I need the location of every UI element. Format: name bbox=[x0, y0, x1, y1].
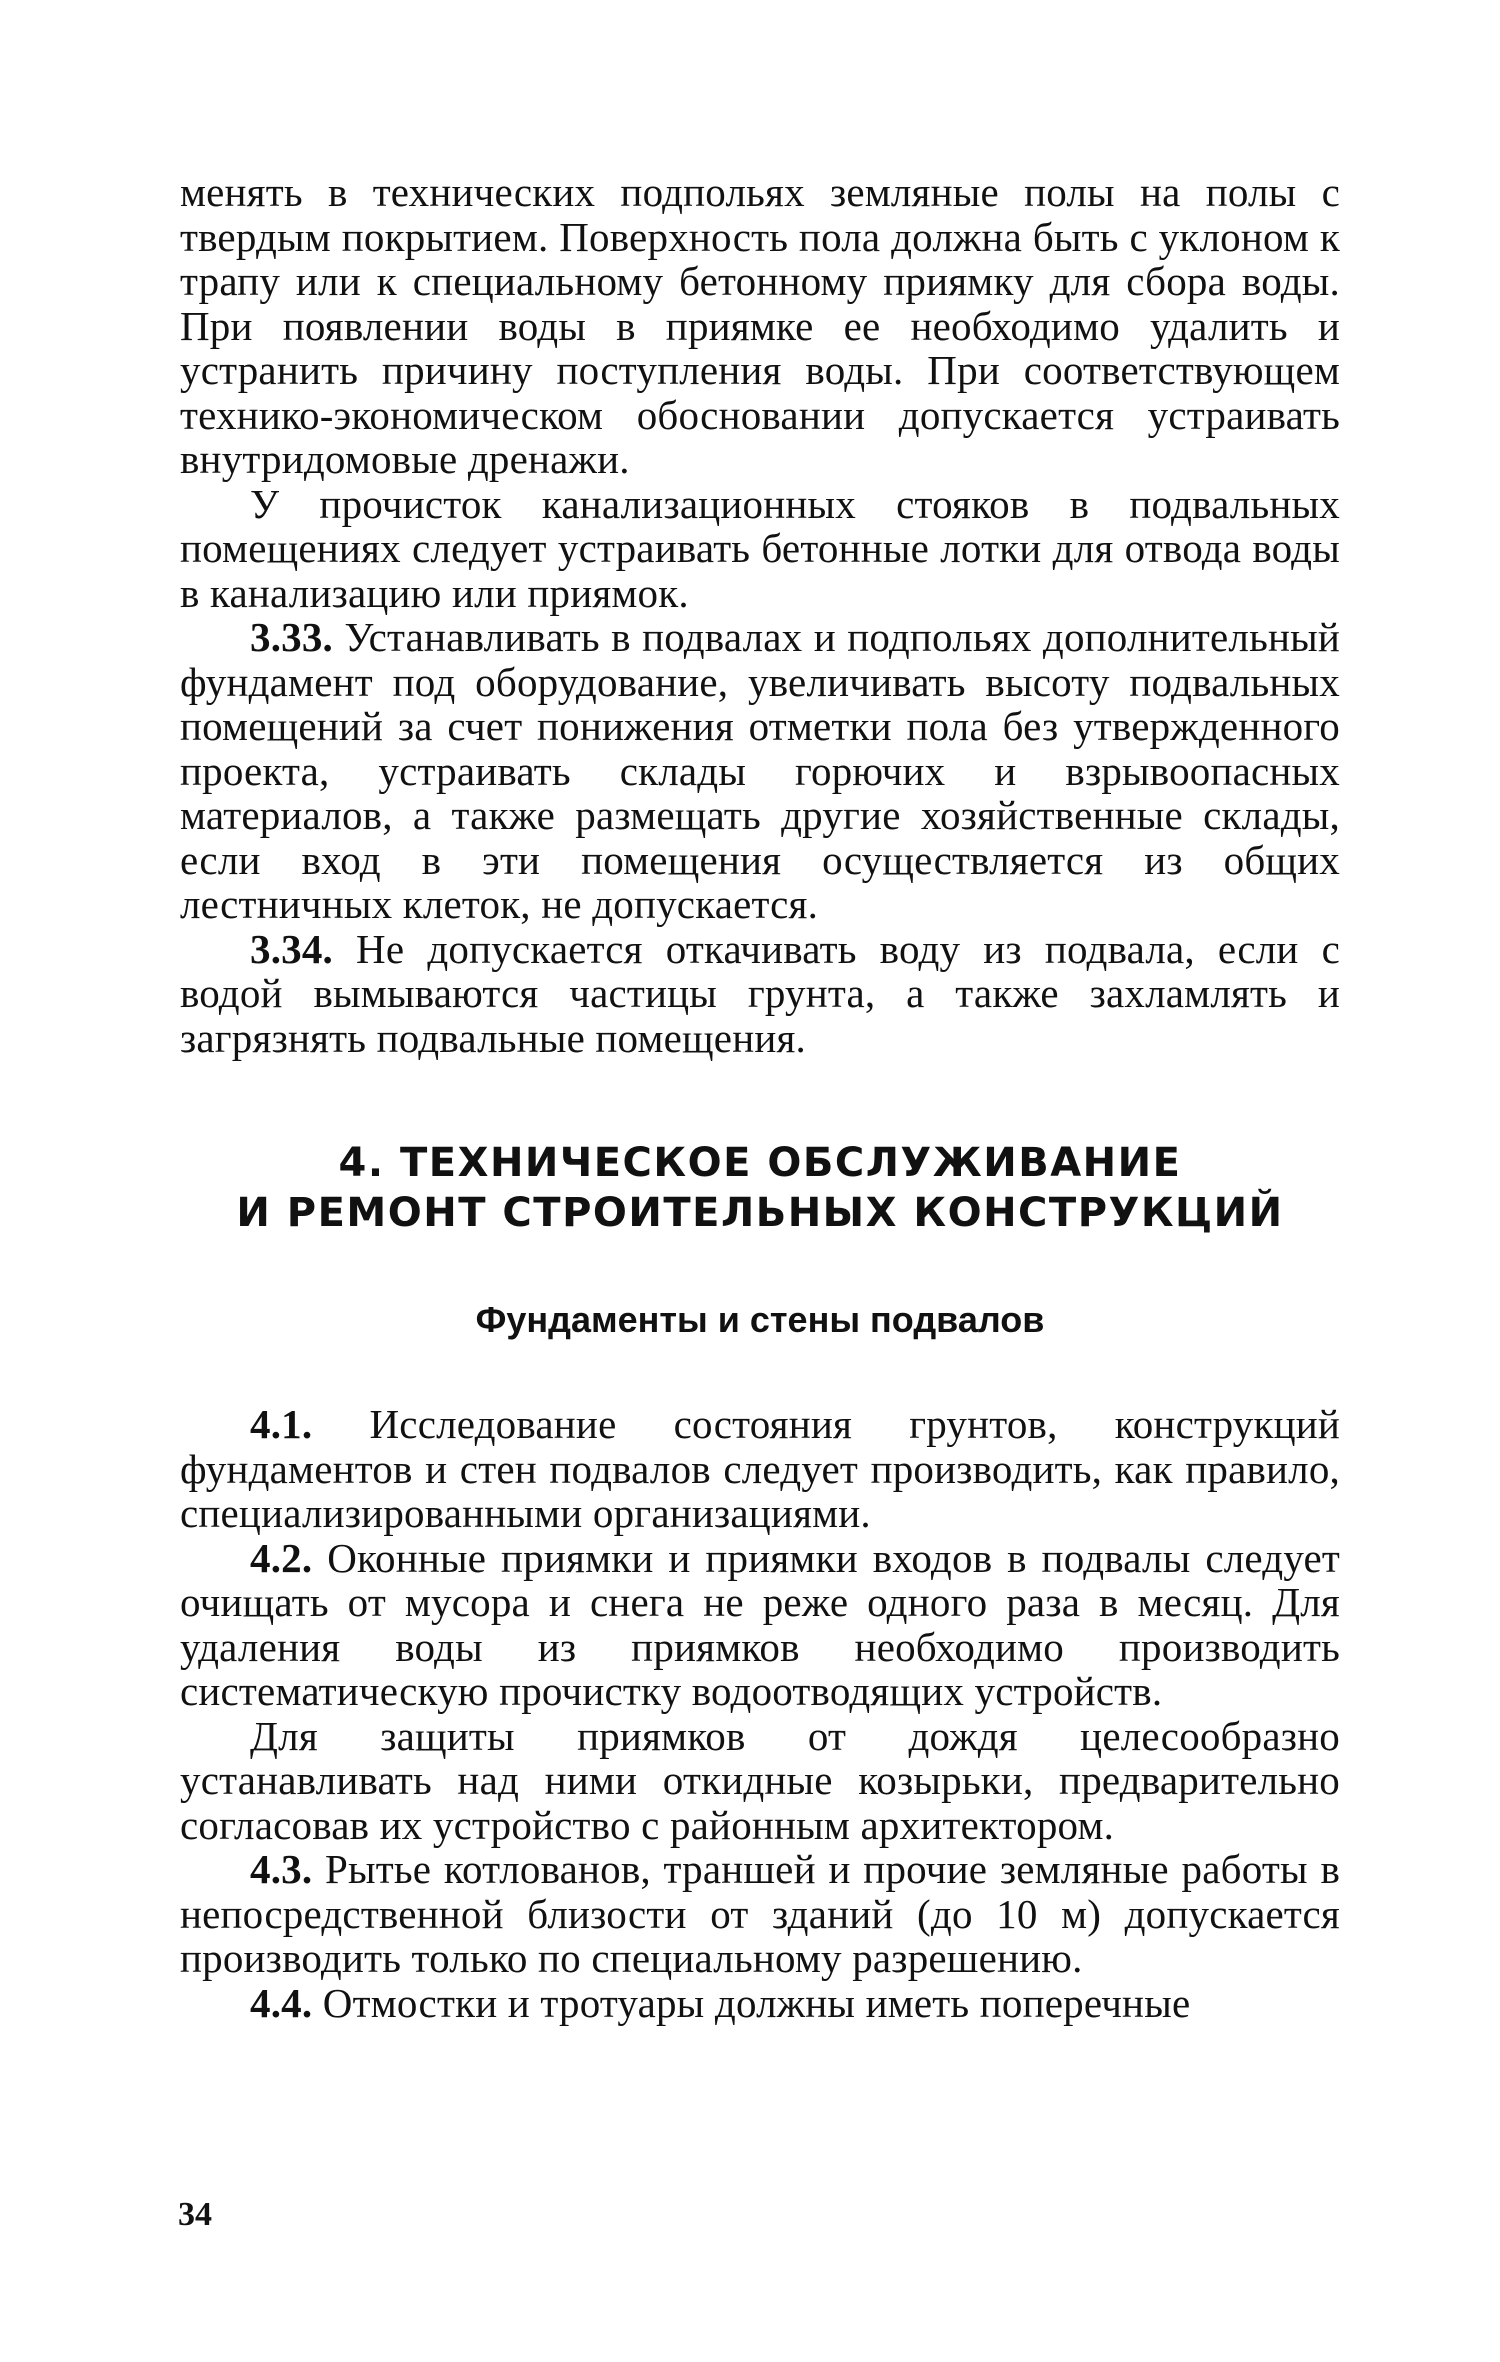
paragraph-text: Не допускается откачивать воду из подвала, если с водой вымываются частицы грунта, а также захламлять и загрязнять подвальные помещения. bbox=[180, 925, 1340, 1061]
page-number: 34 bbox=[178, 2196, 212, 2233]
paragraph-text: Рытье котлованов, траншей и прочие земляные работы в непосредственной близости от зданий (до 10 м) допускается производить только по специальному разрешению. bbox=[180, 1846, 1340, 1981]
paragraph-number: 4.1. bbox=[250, 1401, 313, 1447]
paragraph-number: 3.33. bbox=[250, 614, 333, 660]
paragraph-3-34 bbox=[180, 927, 1340, 1061]
paragraph-canopies bbox=[180, 1714, 1340, 1848]
paragraph-text: У прочисток канализационных стояков в подвальных помещениях следует устраивать бетонные лотки для отвода воды в канализацию или приямок. bbox=[180, 480, 1340, 616]
paragraph-text: Для защиты приямков от дождя целесообразно устанавливать над ними откидные козырьки, предварительно согласовав их устройство с районным архитектором. bbox=[180, 1712, 1340, 1848]
paragraph-text: менять в технических подпольях земляные полы на полы с твердым покрытием. Поверхность пола должна быть с уклоном к трапу или к специальному бетонному приямку для сбора воды. При появлении воды в приямке ее необходимо удалить и устранить причину поступления воды. При соответствующем технико-экономическом обосновании допускается устраивать внутридомовые дренажи. bbox=[180, 169, 1340, 482]
paragraph-text: Устанавливать в подвалах и подпольях дополнительный фундамент под оборудование, увеличивать высоту подвальных помещений за счет понижения отметки пола без утвержденного проекта, устраивать склады горючих и взрывоопасных материалов, а также размещать другие хозяйственные склады, если вход в эти помещения осуществляется из общих лестничных клеток, не допускается. bbox=[180, 614, 1340, 927]
sub-heading: Фундаменты и стены подвалов bbox=[475, 1299, 1045, 1340]
paragraph-text: Исследование состояния грунтов, конструкций фундаментов и стен подвалов следует производить, как правило, специализированными организациями. bbox=[180, 1401, 1340, 1536]
paragraph-4-4 bbox=[180, 1981, 1340, 2026]
section-heading bbox=[180, 1138, 1340, 1238]
paragraph-3-33 bbox=[180, 615, 1340, 927]
paragraph-4-3 bbox=[180, 1847, 1340, 1981]
page-body bbox=[180, 170, 1340, 2025]
paragraph-number: 4.4. bbox=[250, 1979, 313, 2026]
paragraph-number: 4.3. bbox=[250, 1846, 313, 1892]
paragraph-floors bbox=[180, 170, 1340, 482]
section-heading-line-2: И РЕМОНТ СТРОИТЕЛЬНЫХ КОНСТРУКЦИЙ bbox=[236, 1190, 1284, 1236]
section-heading-line-1: 4. ТЕХНИЧЕСКОЕ ОБСЛУЖИВАНИЕ bbox=[338, 1140, 1182, 1186]
paragraph-sewer-trays bbox=[180, 482, 1340, 616]
paragraph-number: 4.2. bbox=[250, 1534, 313, 1581]
paragraph-4-2 bbox=[180, 1536, 1340, 1714]
paragraph-text: Оконные приямки и приямки входов в подвалы следует очищать от мусора и снега не реже одного раза в месяц. Для удаления воды из приямков необходимо производить систематическую прочистку водоотводящих устройств. bbox=[180, 1534, 1340, 1714]
paragraph-text: Отмостки и тротуары должны иметь поперечные bbox=[312, 1979, 1191, 2026]
paragraph-number: 3.34. bbox=[250, 925, 333, 972]
paragraph-4-1 bbox=[180, 1402, 1340, 1536]
